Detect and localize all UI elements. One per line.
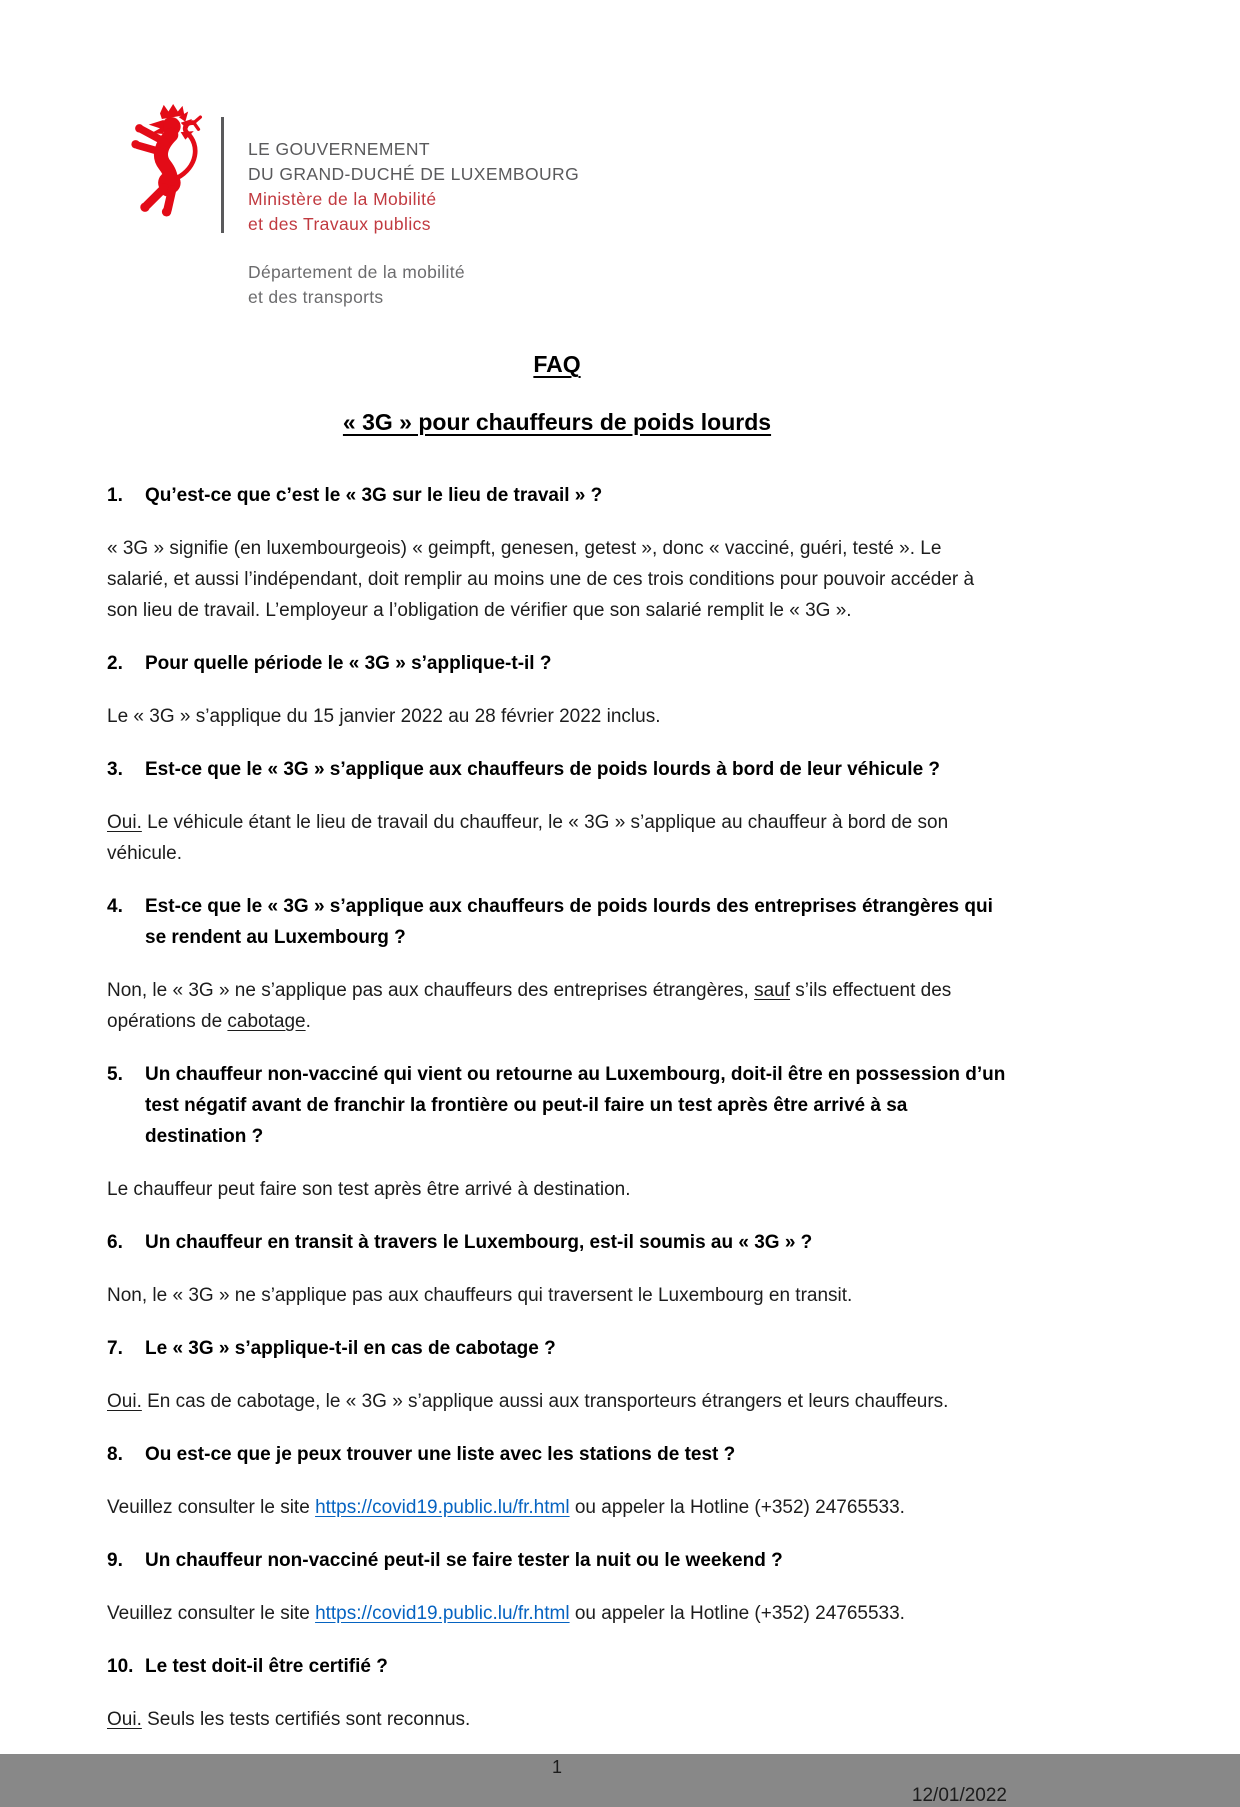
faq-item xyxy=(107,1333,1007,1417)
question-number: 3. xyxy=(107,759,123,780)
text-segment: sauf xyxy=(754,980,791,1001)
document-body xyxy=(107,351,1007,1735)
page-subtitle: « 3G » pour chauffeurs de poids lourds xyxy=(342,409,772,435)
faq-item xyxy=(107,1545,1007,1629)
ministry-name-line1: Ministère de la Mobilité xyxy=(248,189,437,209)
document-date: 12/01/2022 xyxy=(911,1785,1007,1806)
faq-list xyxy=(107,480,1007,1735)
government-name-line1: LE GOUVERNEMENT xyxy=(248,139,430,159)
faq-question xyxy=(107,891,1007,953)
page-title: FAQ xyxy=(533,351,581,377)
faq-item xyxy=(107,1227,1007,1311)
text-segment: Oui. xyxy=(107,1391,142,1412)
faq-question xyxy=(107,648,1007,679)
faq-answer xyxy=(107,701,1007,732)
question-text: Le « 3G » s’applique-t-il en cas de cabotage ? xyxy=(145,1338,556,1359)
question-number: 5. xyxy=(107,1064,123,1085)
text-segment: Non, le « 3G » ne s’applique pas aux chauffeurs des entreprises étrangères, xyxy=(107,980,755,1001)
question-number: 9. xyxy=(107,1550,123,1571)
question-number: 8. xyxy=(107,1444,123,1465)
question-number: 4. xyxy=(107,896,123,917)
text-segment: s’ils effectuent des opérations de xyxy=(107,980,952,1032)
faq-answer xyxy=(107,1386,1007,1417)
question-number: 6. xyxy=(107,1232,123,1253)
faq-item xyxy=(107,480,1007,626)
question-text: Le test doit-il être certifié ? xyxy=(145,1656,388,1677)
faq-item xyxy=(107,1439,1007,1523)
logo-wordmark xyxy=(248,137,579,237)
text-segment: En cas de cabotage, le « 3G » s’applique aussi aux transporteurs étrangers et leurs chauffeurs. xyxy=(141,1391,949,1412)
text-segment: Veuillez consulter le site xyxy=(107,1603,316,1624)
ministry-name-line2: et des Travaux publics xyxy=(248,214,431,234)
faq-answer xyxy=(107,1598,1007,1629)
hyperlink[interactable]: https://covid19.public.lu/fr.html xyxy=(315,1497,570,1518)
faq-question xyxy=(107,480,1007,511)
government-name-line2: DU GRAND-DUCHÉ DE LUXEMBOURG xyxy=(248,164,580,184)
faq-answer xyxy=(107,1704,1007,1735)
faq-item xyxy=(107,1059,1007,1205)
question-text: Un chauffeur en transit à travers le Luxembourg, est-il soumis au « 3G » ? xyxy=(145,1232,813,1253)
faq-question xyxy=(107,1227,1007,1258)
faq-item xyxy=(107,1651,1007,1735)
question-number: 2. xyxy=(107,653,123,674)
logo-divider xyxy=(221,117,224,233)
question-text: Est-ce que le « 3G » s’applique aux chauffeurs de poids lourds des entreprises étrangères qui se rendent au Luxembourg ? xyxy=(145,896,993,948)
text-segment: Le véhicule étant le lieu de travail du chauffeur, le « 3G » s’applique au chauffeur à bord de son véhicule. xyxy=(107,812,949,864)
text-segment: Le chauffeur peut faire son test après être arrivé à destination. xyxy=(107,1179,631,1200)
faq-item xyxy=(107,754,1007,869)
faq-answer xyxy=(107,807,1007,869)
text-segment: Oui. xyxy=(107,812,142,833)
department-line1: Département de la mobilité xyxy=(248,262,465,282)
faq-item xyxy=(107,648,1007,732)
question-text: Un chauffeur non-vacciné peut-il se faire tester la nuit ou le weekend ? xyxy=(145,1550,783,1571)
faq-question xyxy=(107,1333,1007,1364)
text-segment: Veuillez consulter le site xyxy=(107,1497,316,1518)
question-text: Un chauffeur non-vacciné qui vient ou retourne au Luxembourg, doit-il être en possession d’un test négatif avant de franchir la frontière ou peut-il faire un test après être arrivé à sa destination ? xyxy=(145,1064,1006,1147)
question-number: 10. xyxy=(107,1656,134,1677)
text-segment: Seuls les tests certifiés sont reconnus. xyxy=(141,1709,471,1730)
faq-answer xyxy=(107,1280,1007,1311)
faq-answer xyxy=(107,533,1007,626)
faq-question xyxy=(107,1545,1007,1576)
department-name xyxy=(248,260,1240,310)
question-text: Pour quelle période le « 3G » s’applique-t-il ? xyxy=(145,653,552,674)
question-text: Qu’est-ce que c’est le « 3G sur le lieu de travail » ? xyxy=(145,485,603,506)
header xyxy=(0,0,1240,310)
question-number: 1. xyxy=(107,485,123,506)
question-text: Ou est-ce que je peux trouver une liste avec les stations de test ? xyxy=(145,1444,736,1465)
text-segment: ou appeler la Hotline (+352) 24765533. xyxy=(569,1603,905,1624)
faq-answer xyxy=(107,1174,1007,1205)
page-number: 1 xyxy=(551,1757,562,1777)
text-segment: « 3G » signifie (en luxembourgeois) « geimpft, genesen, getest », donc « vacciné, guéri, testé ». Le salarié, et aussi l’indépendant, doit remplir au moins une de ces trois conditions pour pouvoir accéder à son lieu de travail. L’employeur a l’obligation de vérifier que son salarié remplit le « 3G ». xyxy=(107,538,975,621)
question-text: Est-ce que le « 3G » s’applique aux chauffeurs de poids lourds à bord de leur véhicule ? xyxy=(145,759,941,780)
text-segment: Le « 3G » s’applique du 15 janvier 2022 au 28 février 2022 inclus. xyxy=(107,706,661,727)
hyperlink[interactable]: https://covid19.public.lu/fr.html xyxy=(315,1603,570,1624)
text-segment: . xyxy=(305,1011,311,1032)
faq-answer xyxy=(107,975,1007,1037)
text-segment: ou appeler la Hotline (+352) 24765533. xyxy=(569,1497,905,1518)
luxembourg-lion-icon xyxy=(112,103,208,225)
faq-question xyxy=(107,1439,1007,1470)
faq-question xyxy=(107,1651,1007,1682)
faq-question xyxy=(107,754,1007,785)
government-logo xyxy=(112,0,1240,237)
question-number: 7. xyxy=(107,1338,123,1359)
faq-question xyxy=(107,1059,1007,1152)
text-segment: Oui. xyxy=(107,1709,142,1730)
faq-answer xyxy=(107,1492,1007,1523)
faq-item xyxy=(107,891,1007,1037)
text-segment: Non, le « 3G » ne s’applique pas aux chauffeurs qui traversent le Luxembourg en transit. xyxy=(107,1285,853,1306)
department-line2: et des transports xyxy=(248,287,384,307)
text-segment: cabotage xyxy=(227,1011,306,1032)
